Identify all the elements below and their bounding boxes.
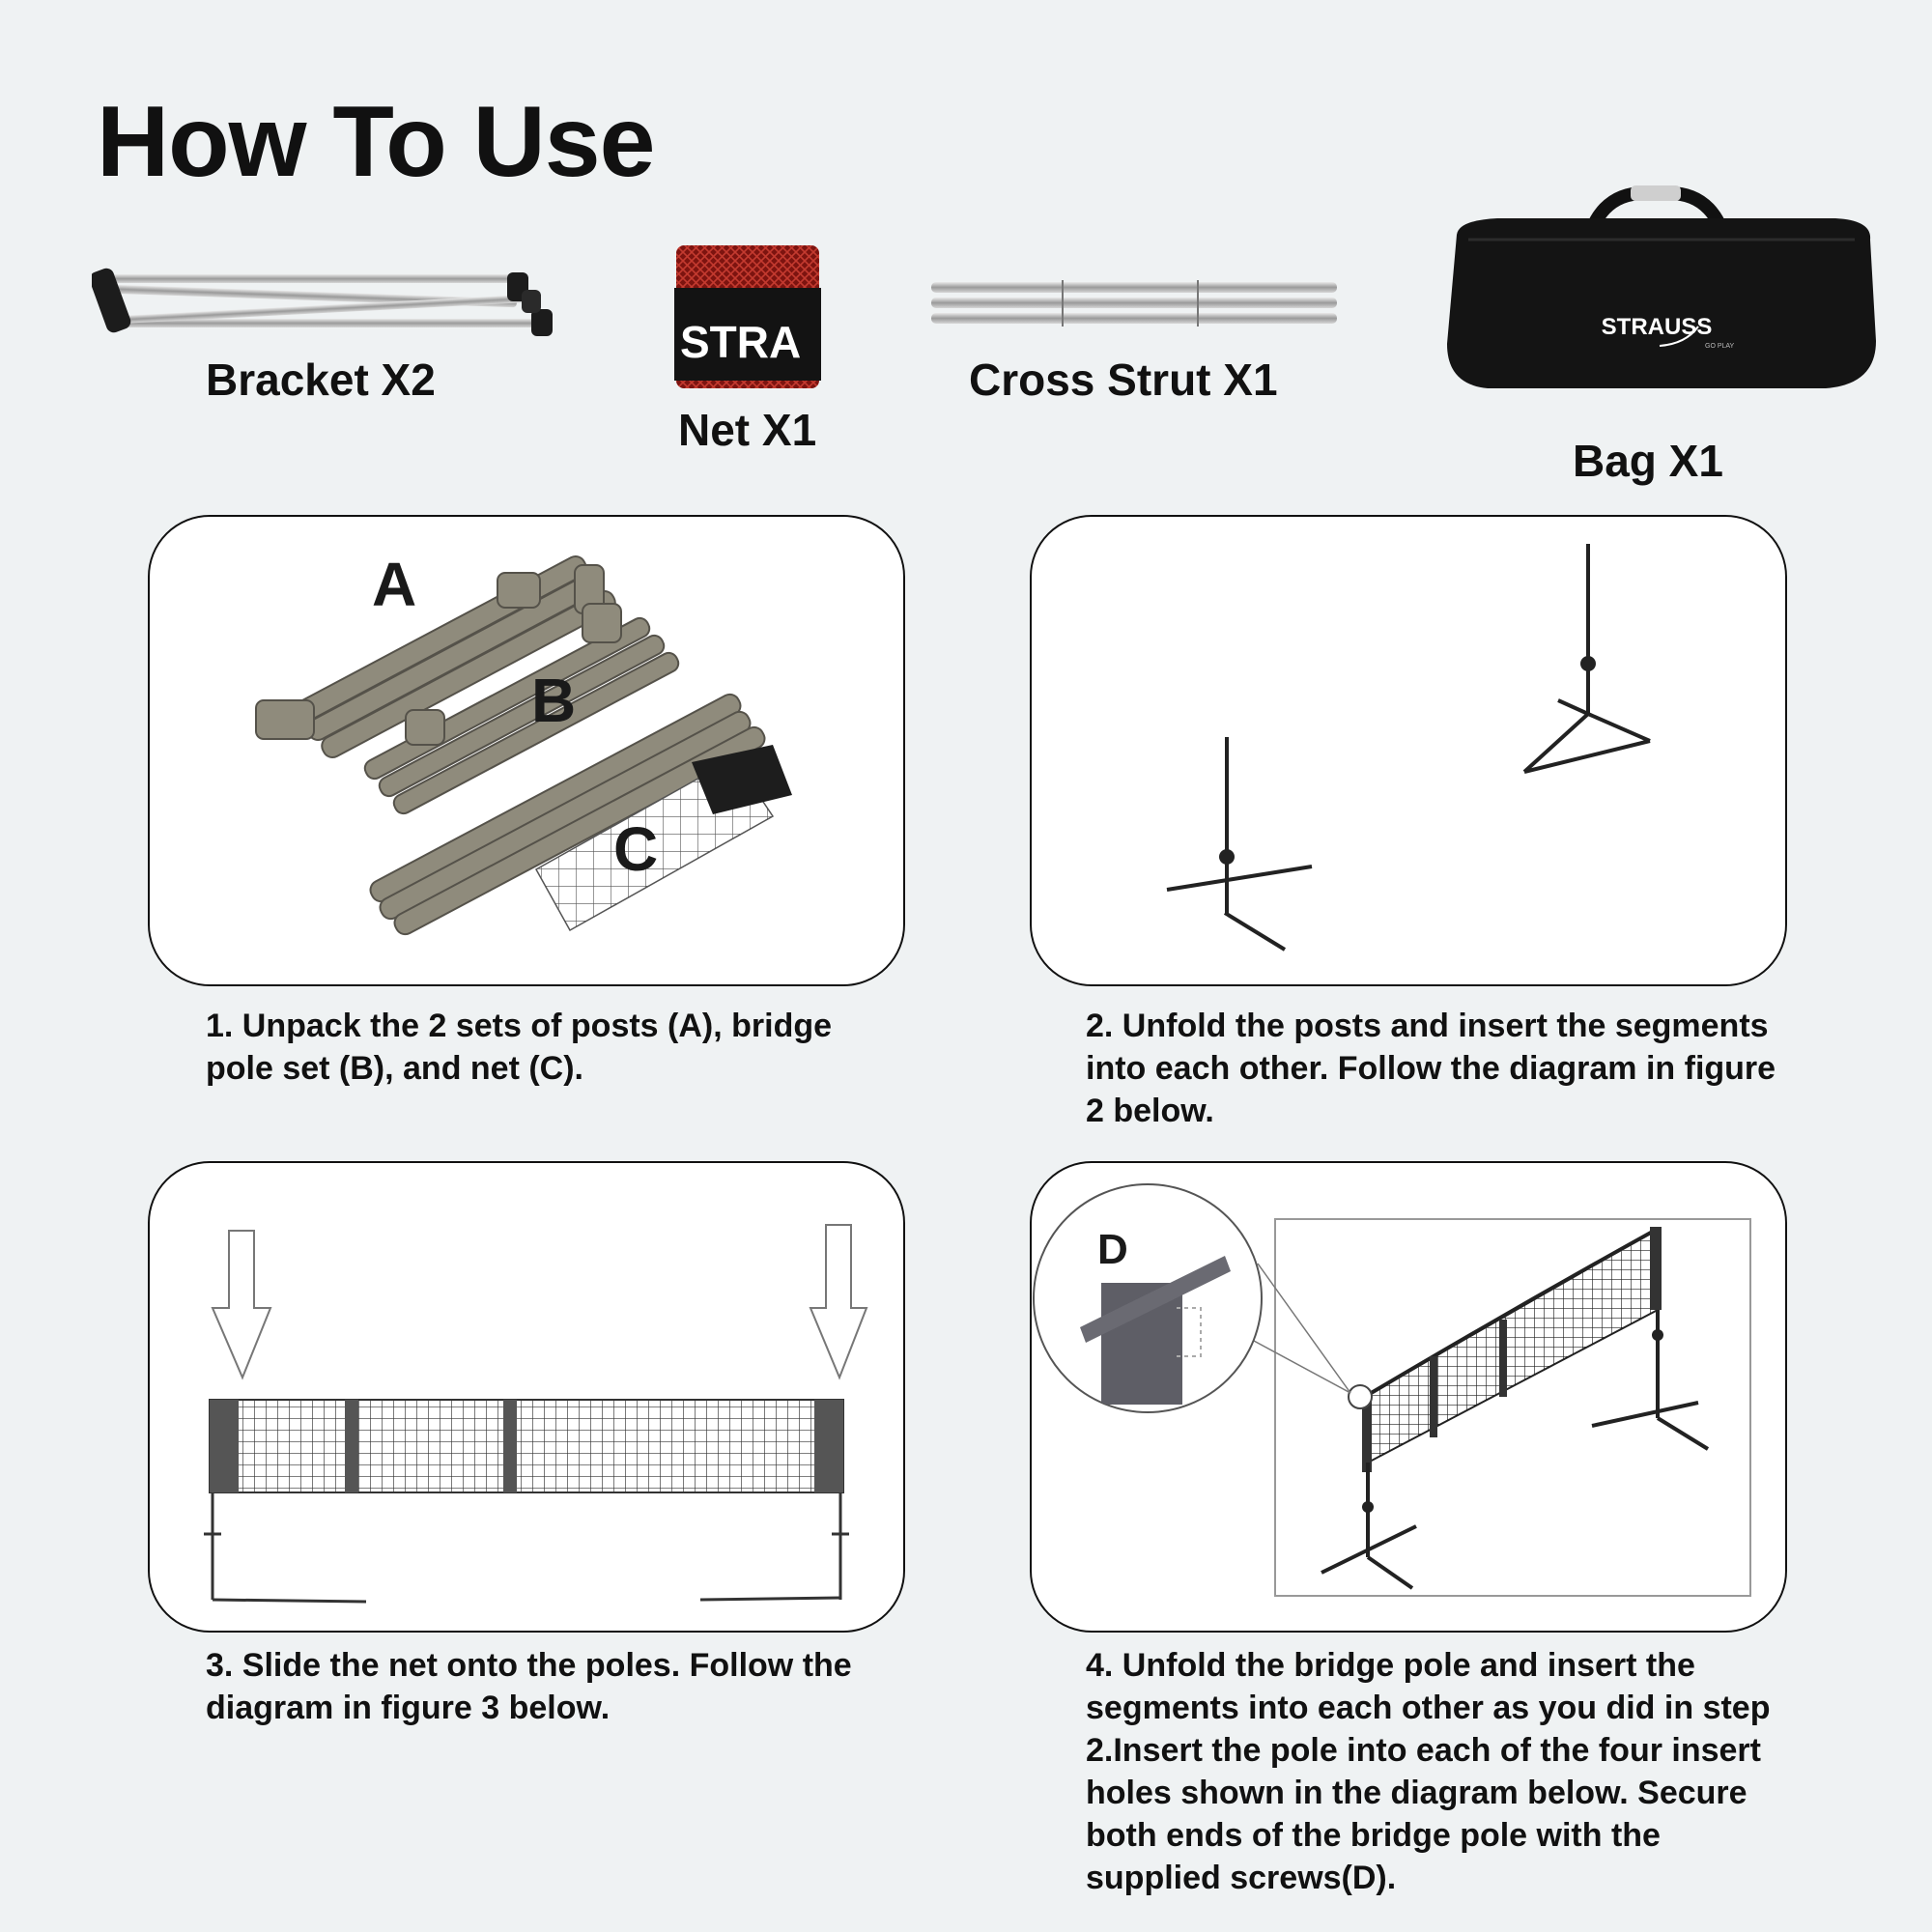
figure-2-panel [1030, 515, 1787, 986]
step-2-text: 2. Unfold the posts and insert the segments into each other. Follow the diagram in figure 2 below. [1086, 1008, 1776, 1129]
bracket-image [92, 263, 575, 342]
figure-label-a: A [372, 550, 417, 619]
figure-1-panel [148, 515, 905, 986]
net-label: Net X1 [678, 405, 817, 455]
bag-tagline-text: GO PLAY [1705, 343, 1735, 350]
bag-image [1439, 182, 1884, 406]
net-image [674, 243, 821, 390]
step-3-text: 3. Slide the net onto the poles. Follow the diagram in figure 3 below. [206, 1647, 852, 1726]
figure-3-diagram [150, 1163, 903, 1631]
step-4-text: 4. Unfold the bridge pole and insert the segments into each other as you did in step 2.Insert the pole into each of the four insert holes shown in the diagram below. Secure both ends of the bridge pole with the supplied screws(D). [1086, 1647, 1771, 1896]
figure-4-diagram [1032, 1163, 1785, 1631]
figure-3-panel [148, 1161, 905, 1633]
figure-2-diagram [1032, 517, 1785, 984]
step-1-text: 1. Unpack the 2 sets of posts (A), bridge pole set (B), and net (C). [206, 1008, 833, 1087]
figure-label-c: C [613, 814, 659, 884]
bracket-label: Bracket X2 [206, 355, 436, 405]
cross-strut-image [927, 278, 1343, 330]
figure-label-b: B [531, 666, 577, 735]
net-band-text: STRA [680, 317, 802, 367]
cross-strut-label: Cross Strut X1 [969, 355, 1278, 405]
figure-label-d: D [1097, 1226, 1128, 1273]
page-title: How To Use [97, 86, 655, 198]
figure-1-diagram [150, 517, 903, 984]
bag-brand-text: STRAUSS [1601, 314, 1713, 340]
figure-4-panel [1030, 1161, 1787, 1633]
bag-label: Bag X1 [1573, 436, 1723, 486]
